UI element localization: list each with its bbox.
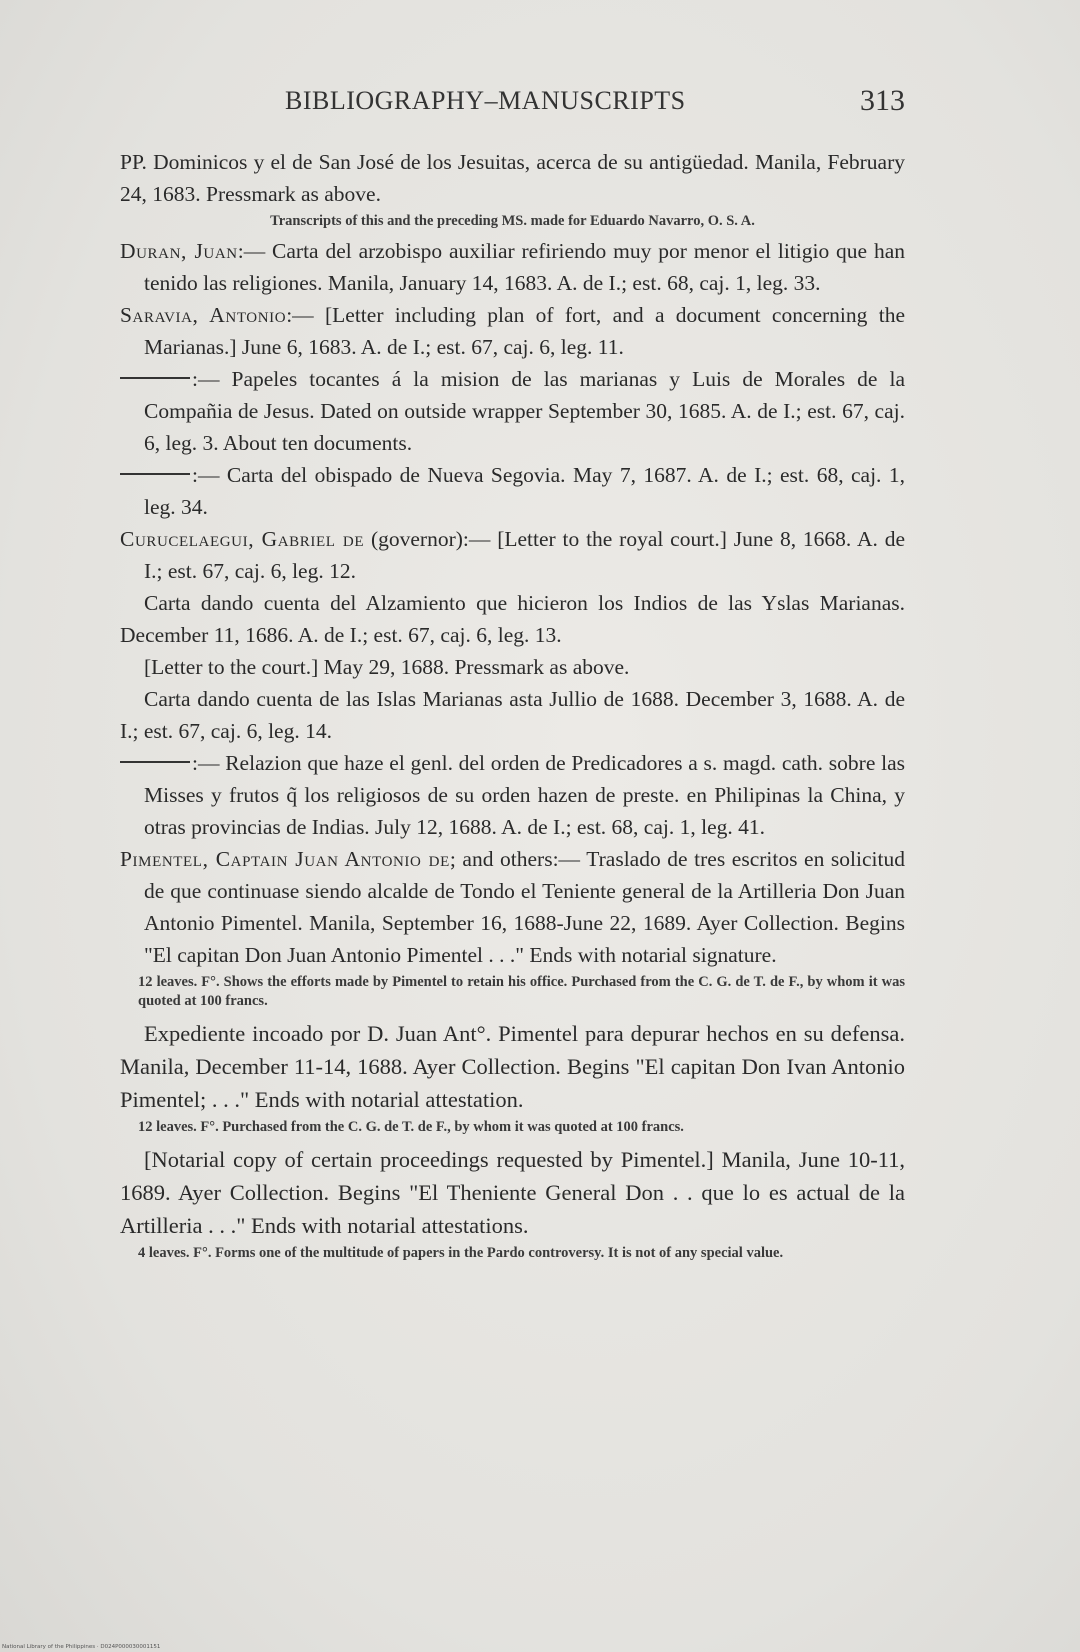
entry-saravia-3 <box>120 459 905 523</box>
entry-subitem: Carta dando cuenta de las Islas Marianas asta Jullio de 1688. December 3, 1688. A. de I.; est. 67, caj. 6, leg. 14. <box>120 687 905 743</box>
author-name: Curucelaegui, Gabriel de <box>120 527 365 551</box>
entry-text: :— [Letter including plan of fort, and a document concerning the Marianas.] June 6, 1683. A. de I.; est. 67, caj. 6, leg. 11. <box>144 303 905 359</box>
scan-footer: National Library of the Philippines · D024P000030001151 <box>2 1644 161 1650</box>
entry-text: ; and others:— Traslado de tres escritos en solicitud de que continuase siendo alcalde de Tondo el Teniente general de la Artilleria Don Juan Antonio Pimentel. Manila, September 16, 1688-June 22, 1689. Ayer Collection. Begins "El capitan Don Juan Antonio Pimentel . . ." Ends with notarial signature. <box>144 847 905 967</box>
entry-note: Transcripts of this and the preceding MS. made for Eduardo Navarro, O. S. A. <box>270 213 755 229</box>
entry-pimentel <box>120 843 905 971</box>
page-number: 313 <box>860 84 905 117</box>
ditto-dash <box>120 473 190 475</box>
entry-duran <box>120 235 905 299</box>
entry-note: 12 leaves. F°. Shows the efforts made by Pimentel to retain his office. Purchased from the C. G. de T. de F., by whom it was quoted at 100 francs. <box>138 974 905 1009</box>
entry-text: :— Carta del obispado de Nueva Segovia. May 7, 1687. A. de I.; est. 68, caj. 1, leg. 34. <box>144 463 905 519</box>
entry-continuation: PP. Dominicos y el de San José de los Jesuitas, acerca de su antigüedad. Manila, February 24, 1683. Pressmark as above. <box>120 150 905 206</box>
author-name: Duran, Juan <box>120 239 238 263</box>
entry-text: :— Carta del arzobispo auxiliar refiriendo muy por menor el litigio que han tenido las religiones. Manila, January 14, 1683. A. de I.; est. 68, caj. 1, leg. 33. <box>144 239 905 295</box>
author-name: Pimentel, Captain Juan Antonio de <box>120 847 450 871</box>
entry-note: 4 leaves. F°. Forms one of the multitude of papers in the Pardo controversy. It is not of any special value. <box>138 1245 784 1261</box>
page-body <box>120 146 905 1269</box>
ditto-dash <box>120 761 190 763</box>
entry-note: 12 leaves. F°. Purchased from the C. G. de T. de F., by whom it was quoted at 100 francs. <box>138 1119 684 1135</box>
entry-subitem: [Notarial copy of certain proceedings requested by Pimentel.] Manila, June 10-11, 1689. Ayer Collection. Begins "El Theniente General Don . . que lo es actual de la Artilleria . . ." Ends with notarial attestations. <box>120 1147 905 1238</box>
page-header <box>120 86 905 126</box>
entry-curucelaegui-2 <box>120 747 905 843</box>
entry-subitem: Expediente incoado por D. Juan Ant°. Pimentel para depurar hechos en su defensa. Manila, December 11-14, 1688. Ayer Collection. Begins "El capitan Don Ivan Antonio Pimentel; . . ." Ends with notarial attestation. <box>120 1021 905 1112</box>
entry-text: :— Relazion que haze el genl. del orden de Predicadores a s. magd. cath. sobre las Misses y frutos q̃ los religiosos de su orden hazen de preste. en Philipinas la China, y otras provincias de Indias. July 12, 1688. A. de I.; est. 68, caj. 1, leg. 41. <box>144 751 905 839</box>
entry-saravia-2 <box>120 363 905 459</box>
entry-text: :— Papeles tocantes á la mision de las marianas y Luis de Morales de la Compañia de Jesus. Dated on outside wrapper September 30, 1685. A. de I.; est. 67, caj. 6, leg. 3. About ten documents. <box>144 367 905 455</box>
entry-subitem: Carta dando cuenta del Alzamiento que hicieron los Indios de las Yslas Marianas. December 11, 1686. A. de I.; est. 67, caj. 6, leg. 13. <box>120 591 905 647</box>
running-head: BIBLIOGRAPHY–MANUSCRIPTS <box>285 86 686 115</box>
ditto-dash <box>120 377 190 379</box>
entry-text: (governor):— [Letter to the royal court.] June 8, 1668. A. de I.; est. 67, caj. 6, leg. 12. <box>144 527 905 583</box>
entry-curucelaegui <box>120 523 905 587</box>
author-name: Saravia, Antonio <box>120 303 287 327</box>
entry-saravia <box>120 299 905 363</box>
entry-subitem: [Letter to the court.] May 29, 1688. Pressmark as above. <box>144 655 630 679</box>
